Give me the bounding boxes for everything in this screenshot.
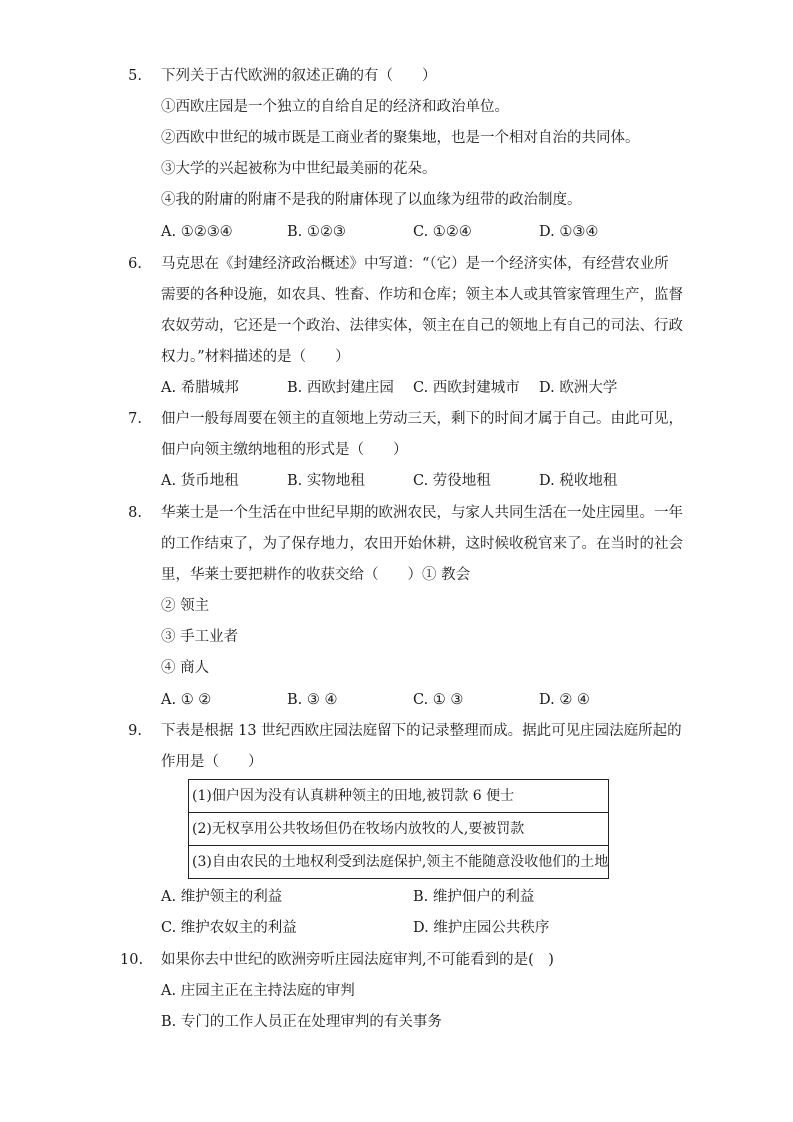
question-7-option-a[interactable]: A. 货币地租 — [161, 473, 239, 489]
question-8-option-a[interactable]: A. ① ② — [161, 692, 212, 708]
question-7-line-1: 佃户一般每周要在领主的直领地上劳动三天，剩下的时间才属于自己。由此可见， — [161, 411, 683, 427]
question-5-stem: 下列关于古代欧洲的叙述正确的有（ ） — [161, 68, 437, 84]
question-5-option-d[interactable]: D. ①③④ — [539, 224, 599, 240]
question-6-option-a[interactable]: A. 希腊城邦 — [161, 380, 239, 396]
question-9-line-1: 下表是根据 13 世纪西欧庄园法庭留下的记录整理而成。据此可见庄园法庭所起的 — [161, 723, 682, 739]
question-5-option-a[interactable]: A. ①②③④ — [161, 224, 233, 240]
table-row — [189, 813, 609, 846]
question-8-option-d[interactable]: D. ② ④ — [539, 692, 590, 708]
question-7-option-c[interactable]: C. 劳役地租 — [413, 473, 491, 489]
question-8-statement-2: ② 领主 — [161, 598, 210, 614]
question-9-option-d[interactable]: D. 维护庄园公共秩序 — [413, 920, 550, 936]
question-8-line-2: 的工作结束了，为了保存地力，农田开始休耕，这时候收税官来了。在当时的社会 — [161, 536, 683, 552]
question-9-option-a[interactable]: A. 维护领主的利益 — [161, 889, 283, 905]
question-9-number: 9. — [128, 723, 142, 739]
question-6-number: 6. — [128, 256, 142, 272]
question-5-statement-1: ①西欧庄园是一个独立的自给自足的经济和政治单位。 — [161, 99, 509, 115]
question-8-line-1: 华莱士是一个生活在中世纪早期的欧洲农民，与家人共同生活在一处庄园里。一年 — [161, 505, 683, 521]
question-6-line-2: 需要的各种设施，如农具、牲畜、作坊和仓库；领主本人或其管家管理生产，监督 — [161, 287, 683, 303]
question-8-number: 8. — [128, 505, 142, 521]
question-6-option-c[interactable]: C. 西欧封建城市 — [413, 380, 520, 396]
question-7-number: 7. — [128, 411, 142, 427]
table-cell: (2)无权享用公共牧场但仍在牧场内放牧的人,要被罚款 — [189, 813, 609, 846]
question-9-option-b[interactable]: B. 维护佃户的利益 — [413, 889, 535, 905]
question-7-line-2: 佃户向领主缴纳地租的形式是（ ） — [161, 442, 408, 458]
question-7-option-d[interactable]: D. 税收地租 — [539, 473, 618, 489]
question-6-line-4: 权力。”材料描述的是（ ） — [161, 349, 350, 365]
question-10-option-b[interactable]: B. 专门的工作人员正在处理审判的有关事务 — [161, 1014, 442, 1030]
table-cell: (3)自由农民的土地权利受到法庭保护,领主不能随意没收他们的土地 — [189, 846, 609, 879]
table-cell: (1)佃户因为没有认真耕种领主的田地,被罚款 6 便士 — [189, 780, 609, 813]
court-records-table — [188, 779, 609, 879]
question-6-option-b[interactable]: B. 西欧封建庄园 — [287, 380, 394, 396]
question-6-line-1: 马克思在《封建经济政治概述》中写道：“（它）是一个经济实体，有经营农业所 — [161, 256, 669, 272]
question-8-option-c[interactable]: C. ① ③ — [413, 692, 464, 708]
question-8-statement-3: ③ 手工业者 — [161, 629, 239, 645]
question-8-statement-4: ④ 商人 — [161, 660, 210, 676]
question-5-statement-3: ③大学的兴起被称为中世纪最美丽的花朵。 — [161, 161, 437, 177]
question-8-option-b[interactable]: B. ③ ④ — [287, 692, 338, 708]
question-10-option-a[interactable]: A. 庄园主正在主持法庭的审判 — [161, 983, 355, 999]
question-5-statement-2: ②西欧中世纪的城市既是工商业者的聚集地，也是一个相对自治的共同体。 — [161, 130, 640, 146]
question-8-line-3: 里，华莱士要把耕作的收获交给（ ）① 教会 — [161, 567, 471, 583]
question-6-line-3: 农奴劳动，它还是一个政治、法律实体，领主在自己的领地上有自己的司法、行政 — [161, 318, 683, 334]
question-7-option-b[interactable]: B. 实物地租 — [287, 473, 365, 489]
question-5-option-c[interactable]: C. ①②④ — [413, 224, 472, 240]
question-9-option-c[interactable]: C. 维护农奴主的利益 — [161, 920, 297, 936]
question-6-option-d[interactable]: D. 欧洲大学 — [539, 380, 618, 396]
question-5-statement-4: ④我的附庸的附庸不是我的附庸体现了以血缘为纽带的政治制度。 — [161, 192, 582, 208]
question-9-line-2: 作用是（ ） — [161, 754, 263, 770]
question-10-number: 10. — [120, 952, 144, 968]
table-row — [189, 780, 609, 813]
question-5-number: 5. — [128, 68, 142, 84]
question-5-option-b[interactable]: B. ①②③ — [287, 224, 346, 240]
question-10-stem: 如果你去中世纪的欧洲旁听庄园法庭审判,不可能看到的是( ) — [161, 952, 554, 968]
table-row — [189, 846, 609, 879]
